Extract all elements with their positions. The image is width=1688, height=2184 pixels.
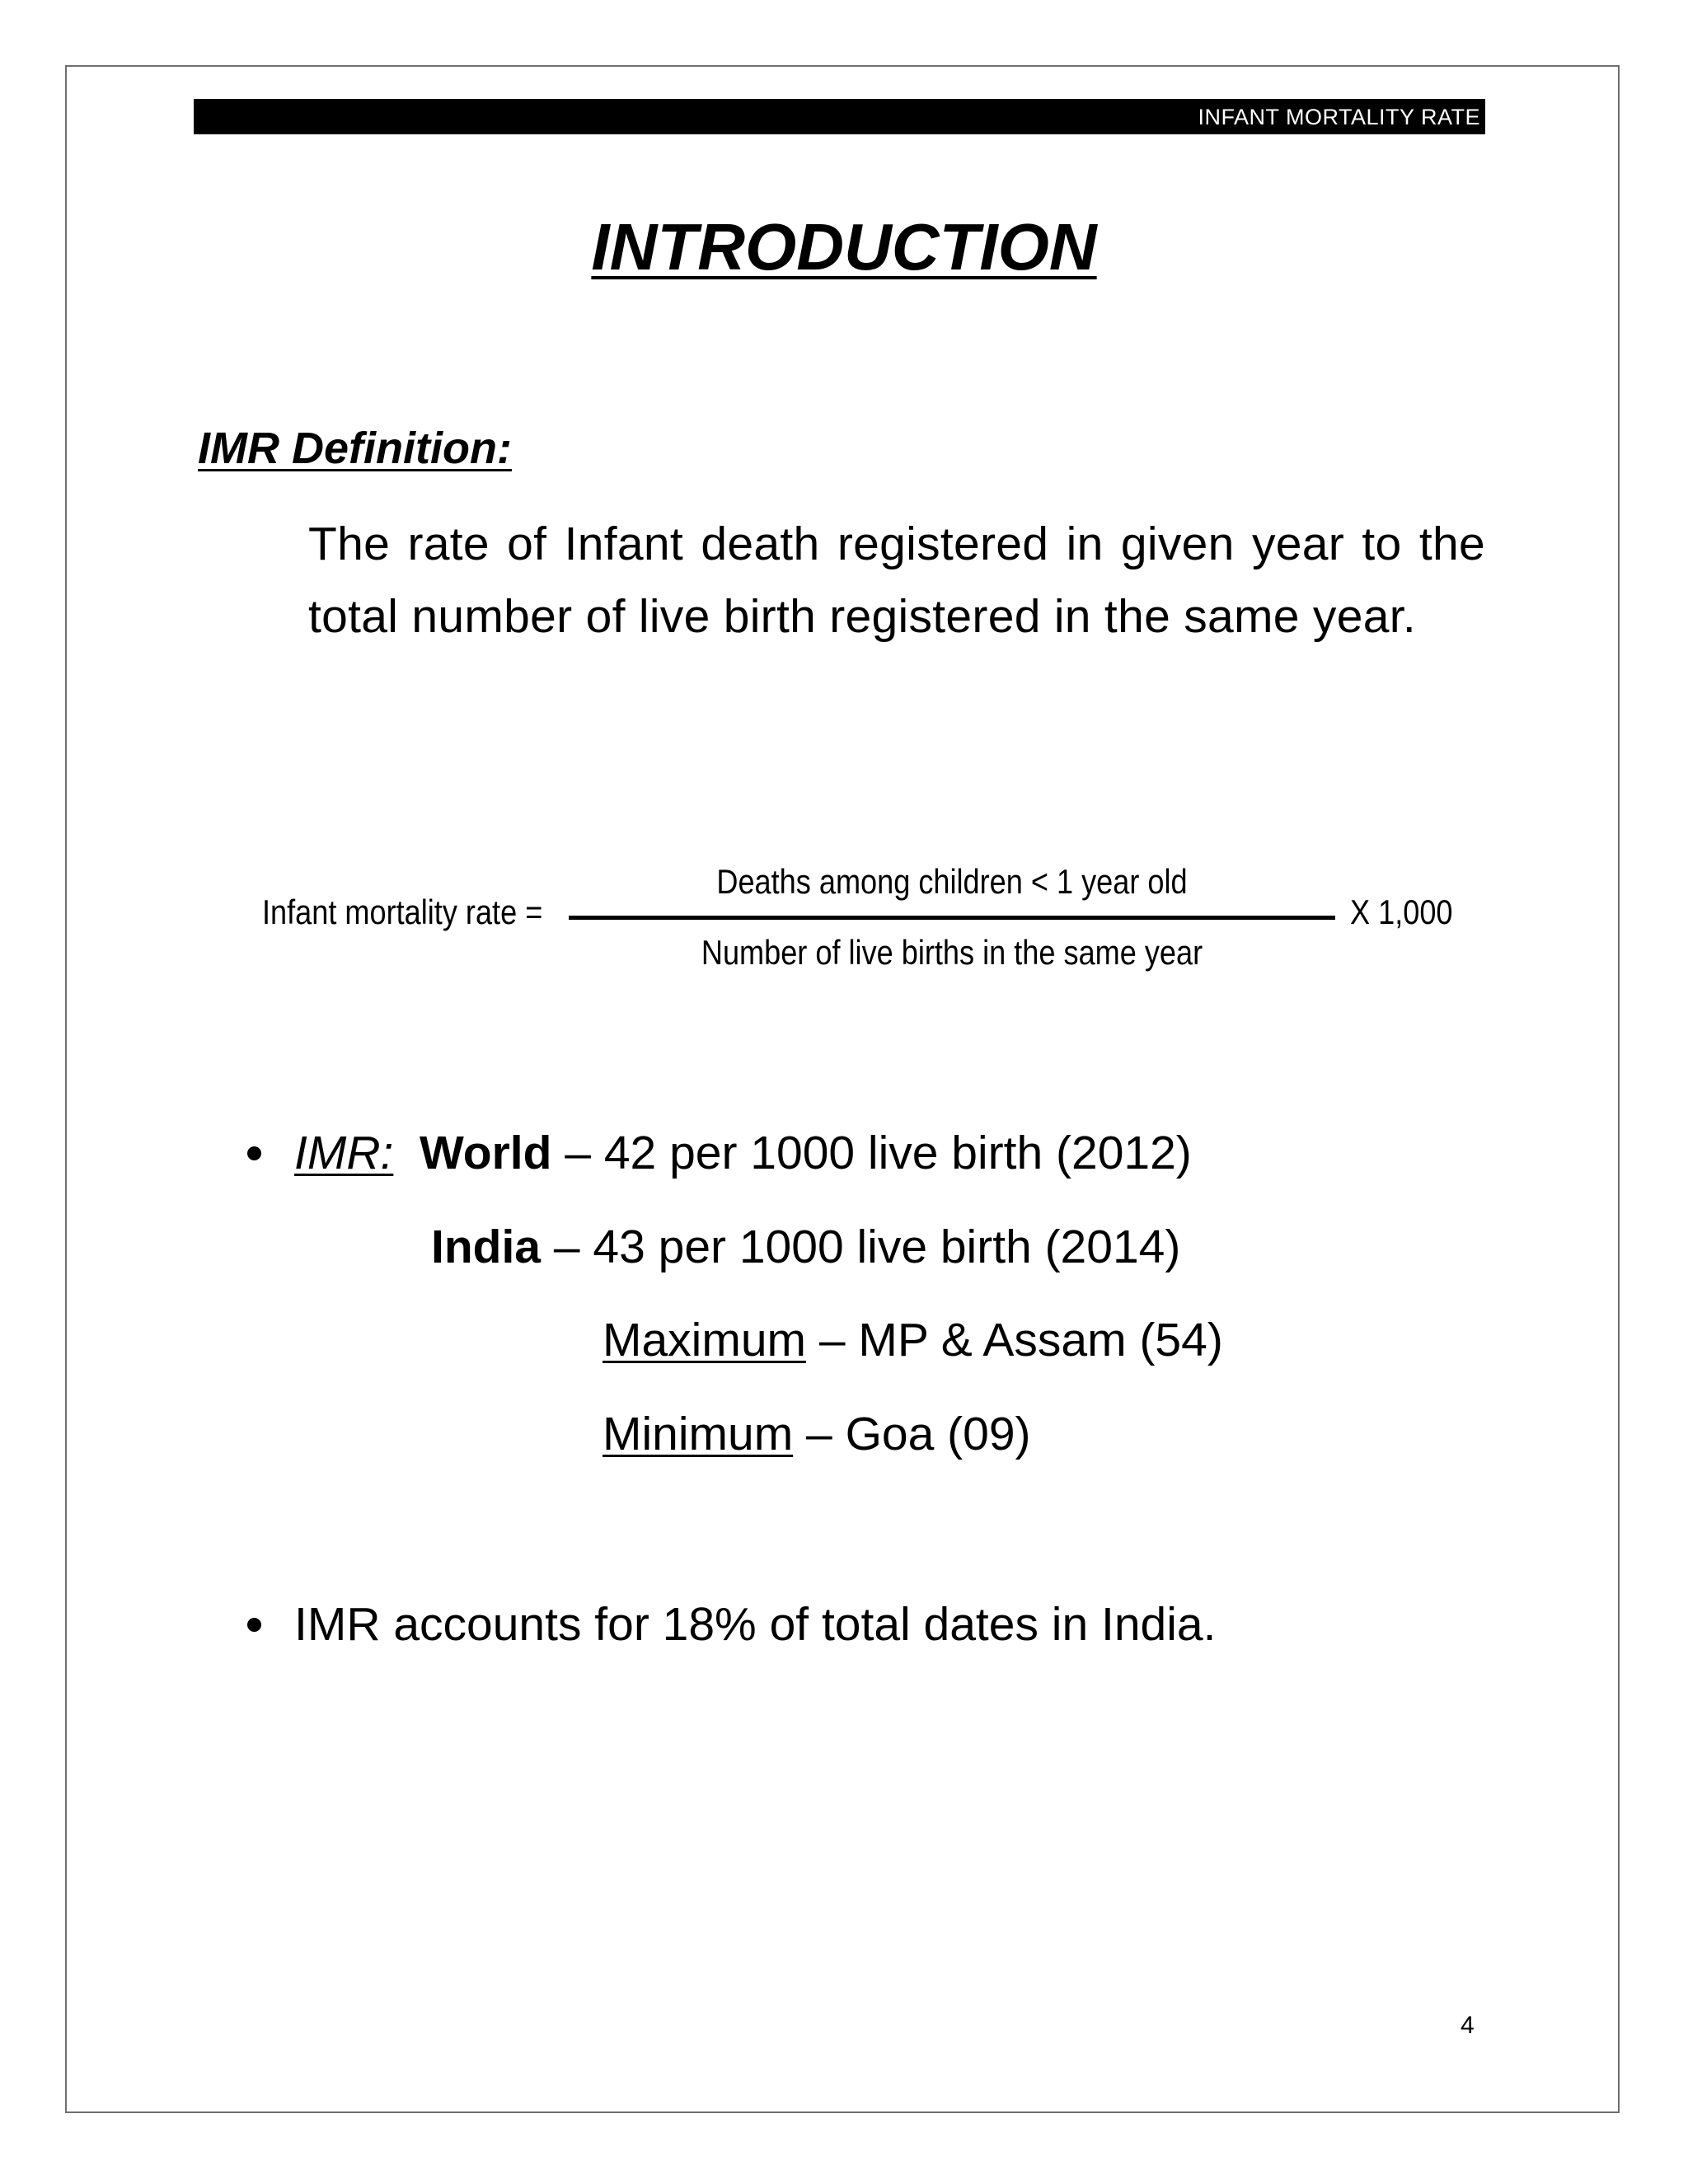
definition-heading: IMR Definition: [198, 424, 512, 473]
minimum-label: Minimum [603, 1408, 794, 1460]
imr-world-line [294, 1124, 1192, 1182]
formula-multiplier: X 1,000 [1350, 893, 1453, 931]
imr-label: IMR: [294, 1127, 394, 1179]
page-title [0, 208, 1688, 287]
page-number: 4 [1461, 2012, 1475, 2039]
page-title-text: INTRODUCTION [591, 210, 1097, 284]
india-value: – 43 per 1000 live birth (2014) [553, 1221, 1181, 1273]
page-border [65, 65, 1620, 2113]
bullet-icon [247, 1146, 261, 1160]
india-label: India [431, 1221, 542, 1273]
running-header-title: INFANT MORTALITY RATE [1198, 105, 1480, 129]
formula-lhs: Infant mortality rate = [262, 893, 543, 931]
imr-formula [0, 841, 1688, 1005]
fraction-bar [569, 916, 1335, 920]
formula-numerator: Deaths among children < 1 year old [716, 862, 1188, 901]
world-value: – 42 per 1000 live birth (2012) [565, 1127, 1192, 1179]
imr-maximum-line [603, 1311, 1223, 1369]
world-label: World [420, 1127, 552, 1179]
definition-text: The rate of Infant death registered in given year to the total number of live birth registered in the same year. [308, 518, 1485, 643]
imr-india-line [431, 1218, 1180, 1276]
maximum-label: Maximum [603, 1314, 807, 1366]
formula-denominator: Number of live births in the same year [701, 933, 1203, 972]
running-header-bar [194, 99, 1485, 134]
imr-minimum-line [603, 1405, 1031, 1463]
imr-share-note: IMR accounts for 18% of total dates in India. [294, 1598, 1217, 1651]
maximum-value: – MP & Assam (54) [818, 1314, 1223, 1366]
bullet-icon [247, 1618, 261, 1632]
minimum-value: – Goa (09) [806, 1408, 1031, 1460]
